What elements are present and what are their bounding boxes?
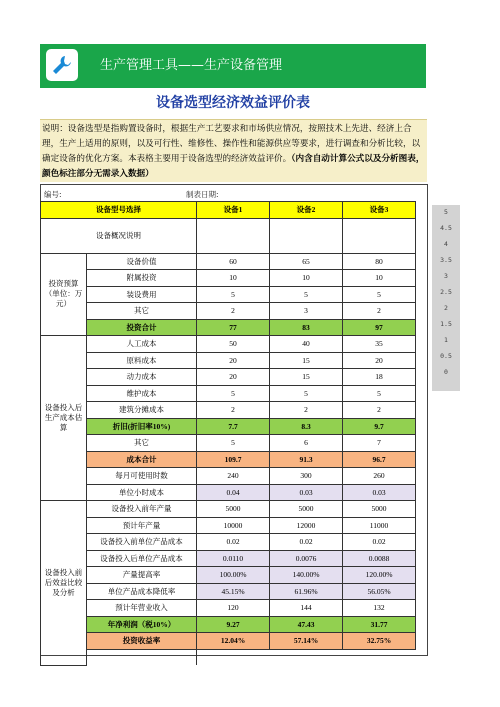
- table-row: [41, 583, 416, 600]
- value-cell[interactable]: 5: [197, 435, 270, 452]
- table-row: [41, 435, 416, 452]
- value-cell[interactable]: 120: [197, 600, 270, 617]
- value-cell[interactable]: 2: [343, 402, 416, 419]
- computed-cell: 140.00%: [270, 567, 343, 584]
- value-cell[interactable]: 10: [270, 270, 343, 287]
- row-label: 人工成本: [87, 336, 197, 353]
- header-cell: 设备3: [343, 202, 416, 219]
- value-cell[interactable]: 6: [270, 435, 343, 452]
- evaluation-table: [40, 201, 416, 666]
- value-cell[interactable]: 5: [197, 286, 270, 303]
- table-row: [41, 402, 416, 419]
- computed-cell: 0.03: [270, 484, 343, 501]
- overview-label: 设备概况说明: [41, 218, 197, 253]
- row-label: 投资合计: [87, 319, 197, 336]
- value-cell[interactable]: 5000: [270, 501, 343, 518]
- value-cell[interactable]: 5: [270, 286, 343, 303]
- chart-side-panel: [432, 205, 460, 391]
- row-label: 维护成本: [87, 385, 197, 402]
- cost-total-row: [41, 451, 416, 468]
- page-title: 设备选型经济效益评价表: [156, 95, 310, 111]
- header-cell: 设备1: [197, 202, 270, 219]
- value-cell[interactable]: 15: [270, 352, 343, 369]
- header-cell: 设备型号选择: [41, 202, 197, 219]
- description-note: （内含自动计算公式以及分析图表，颜色标注部分无需录入数据）: [42, 154, 425, 179]
- value-cell[interactable]: 40: [270, 336, 343, 353]
- row-label: 成本合计: [87, 451, 197, 468]
- row-label: 每月可使用时数: [87, 468, 197, 485]
- banner-title: 生产管理工具——生产设备管理: [100, 58, 283, 73]
- value-cell[interactable]: 5: [343, 385, 416, 402]
- section-investment: 投资预算（单位：万元）: [41, 253, 87, 336]
- overview-cell[interactable]: [270, 218, 343, 253]
- computed-cell: 0.03: [343, 484, 416, 501]
- table-row: [41, 270, 416, 287]
- axis-tick-label: 0: [444, 368, 448, 376]
- value-cell[interactable]: 5000: [197, 501, 270, 518]
- table-row: [41, 369, 416, 386]
- header-cell: 设备2: [270, 202, 343, 219]
- description-box: [40, 119, 427, 182]
- table-row: [41, 517, 416, 534]
- value-cell[interactable]: 5000: [343, 501, 416, 518]
- table-row: [41, 352, 416, 369]
- row-label: 其它: [87, 303, 197, 320]
- value-cell[interactable]: 20: [197, 369, 270, 386]
- row-label: 单位产品成本降低率: [87, 583, 197, 600]
- axis-tick-label: 5: [444, 208, 448, 216]
- overview-cell[interactable]: [343, 218, 416, 253]
- axis-tick-label: 1: [444, 336, 448, 344]
- value-cell[interactable]: 0.02: [343, 534, 416, 551]
- value-cell[interactable]: 5: [270, 385, 343, 402]
- row-label: 单位小时成本: [87, 484, 197, 501]
- axis-tick-label: 2: [444, 304, 448, 312]
- table-row: [41, 303, 416, 320]
- row-label: 装设费用: [87, 286, 197, 303]
- total-cell: 7.7: [197, 418, 270, 435]
- row-label: 预计年营业收入: [87, 600, 197, 617]
- computed-cell: 0.0110: [197, 550, 270, 567]
- computed-cell: 0.04: [197, 484, 270, 501]
- section-cost: 设备投入后生产成本估算: [41, 336, 87, 501]
- row-label: 其它: [87, 435, 197, 452]
- total-cell: 47.43: [270, 616, 343, 633]
- investment-total-row: [41, 319, 416, 336]
- value-cell[interactable]: 260: [343, 468, 416, 485]
- table-row: [41, 501, 416, 518]
- table-row: [41, 484, 416, 501]
- value-cell[interactable]: 300: [270, 468, 343, 485]
- total-cell: 8.3: [270, 418, 343, 435]
- number-label: 编号:: [44, 190, 62, 199]
- value-cell[interactable]: 2: [197, 402, 270, 419]
- table-row: [41, 550, 416, 567]
- value-cell[interactable]: 5: [197, 385, 270, 402]
- axis-tick-label: 1.5: [440, 320, 452, 328]
- computed-cell: 100.00%: [197, 567, 270, 584]
- spacer-row: [41, 649, 416, 665]
- computed-cell: 120.00%: [343, 567, 416, 584]
- spacer-cell: [270, 649, 343, 665]
- value-cell[interactable]: 80: [343, 253, 416, 270]
- date-label: 制表日期:: [186, 190, 219, 199]
- value-cell[interactable]: 11000: [343, 517, 416, 534]
- total-cell: 32.75%: [343, 633, 416, 650]
- net-profit-row: [41, 616, 416, 633]
- value-cell[interactable]: 12000: [270, 517, 343, 534]
- row-label: 设备投入前单位产品成本: [87, 534, 197, 551]
- row-label: 投资收益率: [87, 633, 197, 650]
- depreciation-row: [41, 418, 416, 435]
- roi-row: [41, 633, 416, 650]
- total-cell: 9.7: [343, 418, 416, 435]
- computed-cell: 61.96%: [270, 583, 343, 600]
- total-cell: 97: [343, 319, 416, 336]
- table-row: [41, 534, 416, 551]
- value-cell[interactable]: 50: [197, 336, 270, 353]
- total-cell: 96.7: [343, 451, 416, 468]
- row-label: 动力成本: [87, 369, 197, 386]
- row-label: 预计年产量: [87, 517, 197, 534]
- section-benefit: 设备投入前后效益比较及分析: [41, 501, 87, 666]
- axis-tick-label: 3: [444, 272, 448, 280]
- total-cell: 12.04%: [197, 633, 270, 650]
- value-cell[interactable]: 65: [270, 253, 343, 270]
- row-label: 设备价值: [87, 253, 197, 270]
- row-label: 设备投入后单位产品成本: [87, 550, 197, 567]
- spacer-cell: [87, 649, 197, 665]
- computed-cell: 0.0076: [270, 550, 343, 567]
- axis-tick-label: 0.5: [440, 352, 452, 360]
- value-cell[interactable]: 240: [197, 468, 270, 485]
- value-cell[interactable]: 3: [270, 303, 343, 320]
- overview-cell[interactable]: [197, 218, 270, 253]
- value-cell[interactable]: 5: [343, 286, 416, 303]
- spacer-cell: [343, 649, 416, 665]
- total-cell: 109.7: [197, 451, 270, 468]
- table-row: [41, 567, 416, 584]
- total-cell: 91.3: [270, 451, 343, 468]
- value-cell[interactable]: 10000: [197, 517, 270, 534]
- axis-tick-label: 3.5: [440, 256, 452, 264]
- total-cell: 77: [197, 319, 270, 336]
- axis-tick-label: 4: [444, 240, 448, 248]
- description-text: 说明：设备选型是指购置设备时，根据生产工艺要求和市场供应情况，按照技术上先进、经济上合理，生产上适用的原则，以及可行性、维修性、操作性和能源供应等要求，进行调查和分析比较，以确定设备的优化方案。本表格主要用于设备选型的经济效益评价。: [42, 124, 421, 164]
- total-cell: 57.14%: [270, 633, 343, 650]
- header-row: [41, 202, 416, 219]
- total-cell: 83: [270, 319, 343, 336]
- value-cell[interactable]: 132: [343, 600, 416, 617]
- table-row: [41, 385, 416, 402]
- table-row: [41, 286, 416, 303]
- value-cell[interactable]: 2: [197, 303, 270, 320]
- value-cell[interactable]: 18: [343, 369, 416, 386]
- table-row: [41, 468, 416, 485]
- row-label: 产量提高率: [87, 567, 197, 584]
- value-cell[interactable]: 7: [343, 435, 416, 452]
- value-cell[interactable]: 10: [343, 270, 416, 287]
- computed-cell: 0.0088: [343, 550, 416, 567]
- app-banner: [40, 44, 426, 88]
- table-row: [41, 600, 416, 617]
- row-label: 年净利润（税10%）: [87, 616, 197, 633]
- total-cell: 9.27: [197, 616, 270, 633]
- overview-row: [41, 218, 416, 253]
- axis-tick-label: 4.5: [440, 224, 452, 232]
- computed-cell: 56.05%: [343, 583, 416, 600]
- row-label: 附属投资: [87, 270, 197, 287]
- value-cell[interactable]: 20: [197, 352, 270, 369]
- axis-tick-label: 2.5: [440, 288, 452, 296]
- value-cell[interactable]: 2: [343, 303, 416, 320]
- table-row: [41, 253, 416, 270]
- value-cell[interactable]: 35: [343, 336, 416, 353]
- value-cell[interactable]: 20: [343, 352, 416, 369]
- value-cell[interactable]: 0.02: [197, 534, 270, 551]
- total-cell: 31.77: [343, 616, 416, 633]
- row-label: 折旧(折旧率10%): [87, 418, 197, 435]
- table-row: [41, 336, 416, 353]
- row-label: 原料成本: [87, 352, 197, 369]
- computed-cell: 45.15%: [197, 583, 270, 600]
- spacer-cell: [197, 649, 270, 665]
- wrench-icon: [46, 49, 78, 81]
- value-cell[interactable]: 0.02: [270, 534, 343, 551]
- row-label: 设备投入前年产量: [87, 501, 197, 518]
- value-cell[interactable]: 60: [197, 253, 270, 270]
- value-cell[interactable]: 144: [270, 600, 343, 617]
- value-cell[interactable]: 10: [197, 270, 270, 287]
- row-label: 建筑分摊成本: [87, 402, 197, 419]
- value-cell[interactable]: 15: [270, 369, 343, 386]
- value-cell[interactable]: 2: [270, 402, 343, 419]
